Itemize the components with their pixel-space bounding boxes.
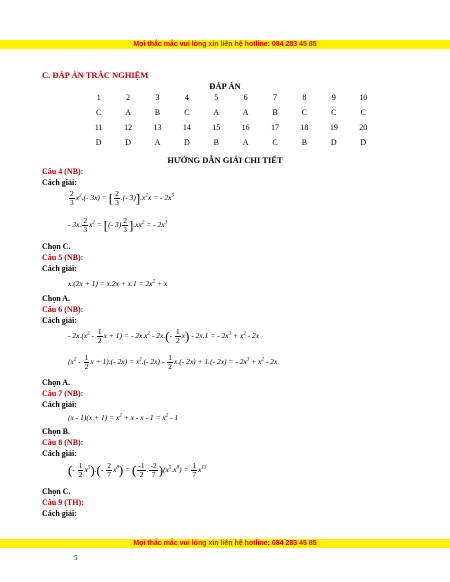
answer-key-cell: 16 (241, 123, 250, 132)
question-7-answer: Chọn B. (42, 427, 71, 436)
answer-key-cell: C (96, 108, 102, 117)
answer-key-cell: 12 (124, 123, 133, 132)
question-7-label: Câu 7 (NB): (42, 389, 84, 398)
question-4-answer: Chọn C. (42, 242, 71, 251)
answer-key-cell: B (154, 108, 161, 117)
question-6-equation-1: - $2x.(x^2$ - $\frac{1}{2}$ x + 1) = - $2x.x^2 - 2x.(-$ $\frac{1}{2}$ x) - 2x.1 = - $2x^3 + x^2 - 2x$ (68, 327, 260, 345)
footer-hotline-text: Mọi thắc mắc vui lòng xin liên hệ hotline: 084 283 45 85 (133, 540, 317, 547)
answer-key-cell: A (125, 108, 131, 117)
answer-key-cell: 11 (94, 123, 103, 132)
question-5-method-label: Cách giải: (42, 264, 77, 273)
question-5-label: Câu 5 (NB): (42, 253, 84, 262)
question-9-method-label: Cách giải: (42, 509, 77, 518)
header-hotline-banner (0, 40, 450, 49)
answer-key-cell: 2 (126, 93, 131, 102)
question-6-method-label: Cách giải: (42, 316, 77, 325)
question-7-equation: $(x - 1)(x + 1) = x^2 + x - x - 1 = x^2 - 1$ (68, 413, 179, 422)
section-title: C. ĐÁP ÁN TRẮC NGHIỆM (42, 70, 149, 80)
answer-key-cell: D (183, 138, 190, 147)
answer-key-cell: 19 (329, 123, 338, 132)
answer-key-table (84, 90, 378, 150)
answer-key-row (84, 135, 378, 150)
answer-key-cell: D (125, 138, 131, 147)
answer-key-cell: 3 (155, 93, 160, 102)
question-8-equation: (- $\frac{1}{2}$ $x^5).(-$ $\frac{2}{7}$ $x^8$) = ( $\frac{-1}{2}$ . $\frac{-2}{7}$ )$(x^5.x^8)$ = $\frac{1}{7}$ $x^{13}$ (68, 461, 207, 479)
answer-key-cell: C (184, 108, 190, 117)
answer-key-cell: D (330, 138, 337, 147)
question-7-method-label: Cách giải: (42, 400, 77, 409)
answer-key-cell: 15 (212, 123, 221, 132)
answer-key-cell: 18 (300, 123, 309, 132)
page-number: 5 (74, 553, 78, 562)
guide-title: HƯỚNG DẪN GIẢI CHI TIẾT (167, 155, 283, 165)
answer-key-cell: B (301, 138, 308, 147)
answer-key-cell: C (272, 138, 278, 147)
answer-key-cell: B (272, 108, 278, 117)
question-5-answer: Chọn A. (42, 294, 71, 303)
answer-key-title: ĐÁP ÁN (209, 81, 241, 91)
answer-key-row (84, 120, 378, 135)
answer-key-cell: A (213, 108, 220, 117)
answer-key-row (84, 90, 378, 105)
question-4-method-label: Cách giải: (42, 178, 77, 187)
answer-key-cell: D (95, 138, 102, 147)
answer-key-cell: 14 (182, 123, 191, 132)
answer-key-cell: 4 (184, 93, 189, 102)
answer-key-cell: 8 (302, 93, 307, 102)
answer-key-cell: B (213, 138, 219, 147)
question-8-label: Câu 8 (NB): (42, 438, 84, 447)
answer-key-cell: C (331, 108, 337, 117)
answer-key-cell: 9 (331, 93, 336, 102)
question-4-equation-1: $\frac{2}{3}$ $x^2.(-$ 3x) = [ $\frac{2}{3}$ .(- $3)].x^2x$ = - $2x^3$ (70, 189, 174, 207)
question-6-equation-2: ($x^2$ - $\frac{1}{2}$ x + 1).(- $2x) = x^2.(-$ 2x) - $\frac{1}{2}$ x.(- 2x) + 1.(- 2x) = - $2x^3 + x^2 - 2x$ (68, 353, 278, 371)
question-6-label: Câu 6 (NB): (42, 305, 84, 314)
answer-key-cell: C (301, 108, 308, 117)
answer-key-cell: 1 (96, 93, 101, 102)
answer-key-cell: D (360, 138, 367, 147)
header-hotline-text: Mọi thắc mắc vui lòng xin liên hệ hotline: 084 283 45 85 (133, 41, 317, 48)
question-5-equation: $x.(2x + 1) = x.2x + x.1 = 2x^2 + x$ (68, 279, 168, 288)
answer-key-cell: 7 (273, 93, 278, 102)
question-9-label: Câu 9 (TH): (42, 498, 84, 507)
answer-key-cell: A (242, 138, 249, 147)
answer-key-cell: A (154, 138, 161, 147)
question-4-label: Câu 4 (NB): (42, 167, 84, 176)
answer-key-cell: A (242, 108, 249, 117)
answer-key-cell: 5 (214, 93, 219, 102)
answer-key-cell: 6 (243, 93, 248, 102)
answer-key-cell: 20 (359, 123, 368, 132)
footer-hotline-banner (0, 539, 450, 548)
question-8-method-label: Cách giải: (42, 449, 77, 458)
answer-key-cell: C (360, 108, 366, 117)
answer-key-cell: 13 (153, 123, 162, 132)
answer-key-cell: 17 (271, 123, 280, 132)
question-8-answer: Chọn C. (42, 487, 71, 496)
answer-key-row (84, 105, 378, 120)
question-6-answer: Chọn A. (42, 378, 71, 387)
question-4-equation-2: - 3x. $\frac{2}{3}$ $x^2$ = [(- 3) $\frac{2}{3}$ ]$.xx^2$ = - $2x^3$ (68, 216, 168, 234)
answer-key-cell: 10 (359, 93, 368, 102)
